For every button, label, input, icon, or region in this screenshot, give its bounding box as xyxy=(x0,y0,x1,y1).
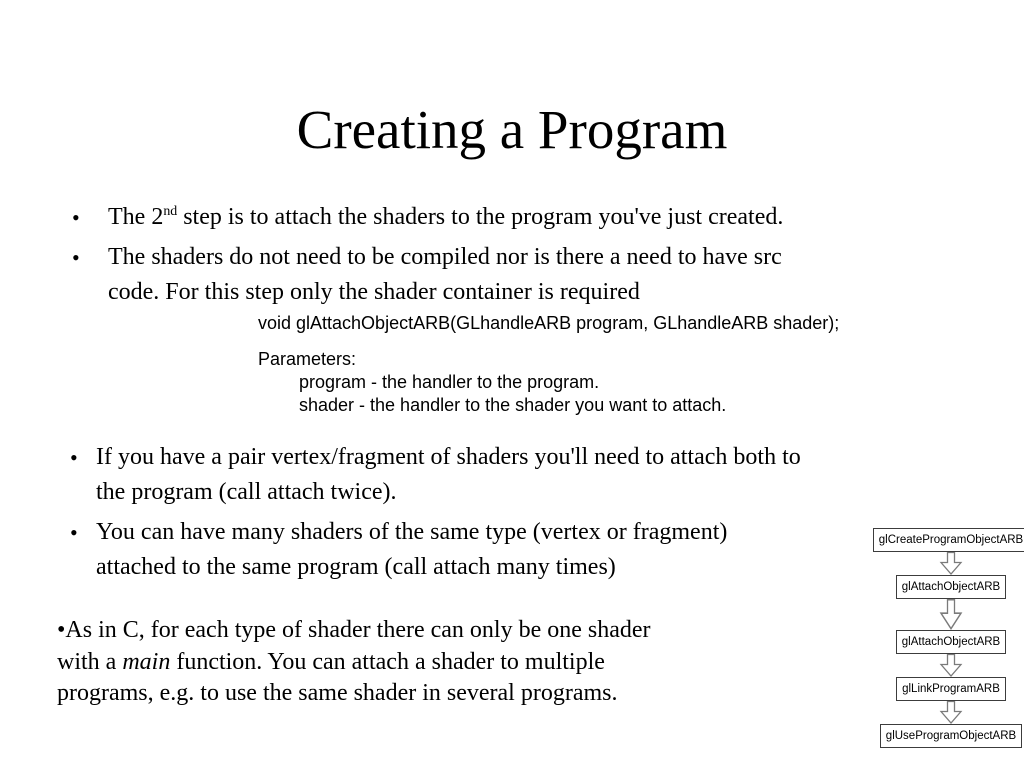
parameter-line-program: program - the handler to the program. xyxy=(299,372,600,392)
bullet-3-line-1: If you have a pair vertex/fragment of shaders you'll need to attach both to xyxy=(96,444,801,470)
bullet-text xyxy=(108,200,964,235)
superscript-ordinal: nd xyxy=(163,204,178,219)
flow-node-attach-object-1: glAttachObjectARB xyxy=(896,575,1006,599)
down-arrow-icon xyxy=(939,599,963,630)
bullet-3-line-2: the program (call attach twice). xyxy=(96,479,397,505)
bullet-marker: • xyxy=(57,617,66,643)
flowchart xyxy=(876,528,1024,748)
note-line-3: programs, e.g. to use the same shader in several programs. xyxy=(57,680,618,706)
parameter-line-shader: shader - the handler to the shader you want to attach. xyxy=(299,395,727,415)
flow-node-link-program: glLinkProgramARB xyxy=(896,677,1006,701)
bullet-item-4 xyxy=(70,515,964,585)
down-arrow-icon xyxy=(939,654,963,677)
down-arrow-icon xyxy=(939,701,963,724)
flow-node-attach-object-2: glAttachObjectARB xyxy=(896,630,1006,654)
note-line-2 xyxy=(57,647,797,679)
note-italic-word: main xyxy=(122,648,171,675)
bullet-item-3 xyxy=(70,440,964,510)
bullet-item-1 xyxy=(72,200,964,235)
slide-title: Creating a Program xyxy=(296,99,728,160)
bullet-1-pre: The 2 xyxy=(108,204,164,230)
note-line-2-pre: with a xyxy=(57,648,123,675)
bullet-1-post: step is to attach the shaders to the program you've just created. xyxy=(177,204,784,230)
flow-node-create-program: glCreateProgramObjectARB xyxy=(873,528,1024,552)
note-line-2-post: function. You can attach a shader to multiple xyxy=(170,648,605,675)
bullet-text xyxy=(96,440,964,510)
bullet-2-line-2: code. For this step only the shader container is required xyxy=(108,279,640,305)
flow-node-use-program: glUseProgramObjectARB xyxy=(880,724,1022,748)
parameters-block xyxy=(258,348,726,417)
note-line-1-text: As in C, for each type of shader there can only be one shader xyxy=(65,617,651,643)
bullet-4-line-1: You can have many shaders of the same type (vertex or fragment) xyxy=(96,519,728,545)
bullet-text xyxy=(108,240,964,310)
bullet-marker: • xyxy=(72,205,80,230)
bullet-marker: • xyxy=(70,520,78,545)
code-signature: void glAttachObjectARB(GLhandleARB program, GLhandleARB shader); xyxy=(258,313,840,333)
note-line-1 xyxy=(57,615,797,647)
bullet-4-line-2: attached to the same program (call attach many times) xyxy=(96,554,616,580)
bullet-marker: • xyxy=(72,245,80,270)
bullet-marker: • xyxy=(70,445,78,470)
down-arrow-icon xyxy=(939,552,963,575)
parameters-header: Parameters: xyxy=(258,349,357,369)
note-paragraph xyxy=(57,615,797,710)
bullet-item-2 xyxy=(72,240,964,310)
bullet-text xyxy=(96,515,964,585)
bullet-2-line-1: The shaders do not need to be compiled nor is there a need to have src xyxy=(108,244,782,270)
